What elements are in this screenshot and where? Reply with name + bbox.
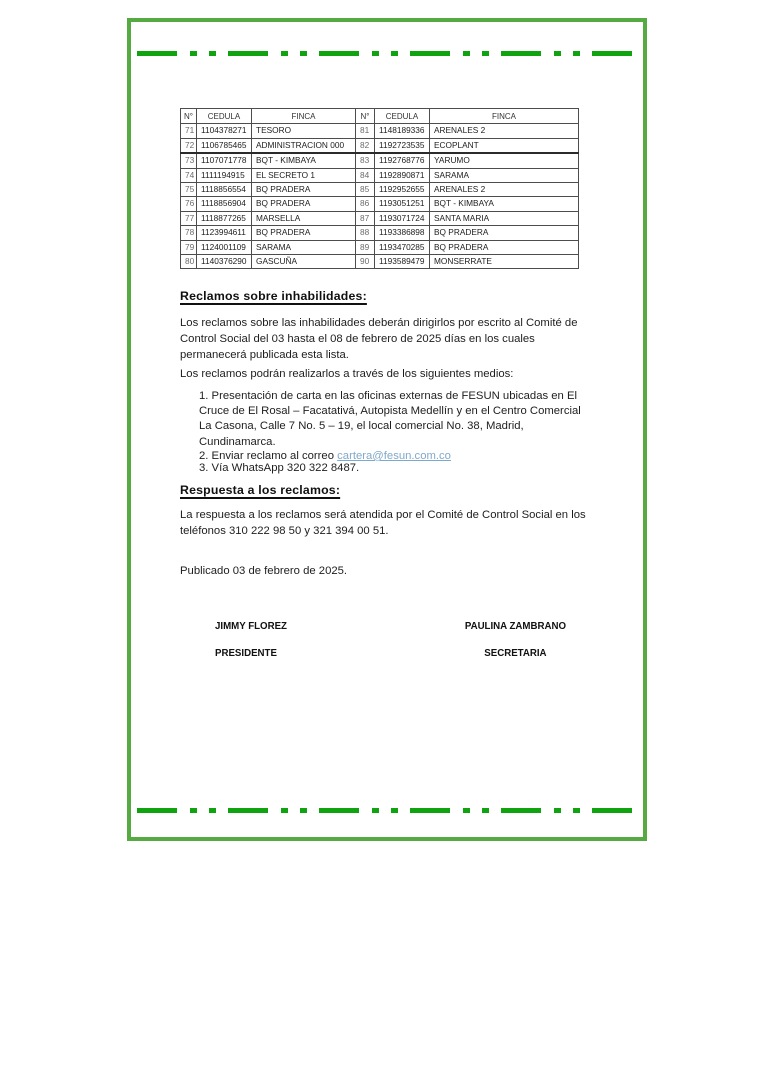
table-cell: SARAMA [252,240,356,254]
para-respuesta-info: La respuesta a los reclamos será atendida por el Comité de Control Social en los teléfonos 310 222 98 50 y 321 394 00 51. [180,509,586,538]
heading-respuesta-reclamos: Respuesta a los reclamos: [180,483,341,498]
table-cell: MONSERRATE [430,255,579,269]
document-content [180,108,592,660]
list-item-2 [199,450,592,462]
table-row [181,240,579,254]
table-cell: 1192890871 [375,168,430,182]
table-header-cell: N° [181,109,197,124]
table-cell: 1111194915 [197,168,252,182]
table-cell: BQT - KIMBAYA [430,197,579,211]
table-cell: 85 [356,183,375,197]
table-cell: 1140376290 [197,255,252,269]
published-date: Publicado 03 de febrero de 2025. [180,564,348,577]
table-cell: 1192723535 [375,138,430,153]
signature-name-president: JIMMY FLOREZ [215,621,287,633]
table-cell: 1193470285 [375,240,430,254]
table-cell: YARUMO [430,153,579,168]
table-header-cell: CEDULA [375,109,430,124]
list-item-2-text: 2. Enviar reclamo al correo [199,450,338,463]
table-body [181,124,579,269]
table-header-row [181,109,579,124]
cedula-finca-table [180,108,579,269]
table-cell: 1124001109 [197,240,252,254]
table-cell: ADMINISTRACION 000 [252,138,356,153]
table-cell: 90 [356,255,375,269]
table-cell: 1106785465 [197,138,252,153]
table-cell: 81 [356,124,375,138]
list-item-1: 1. Presentación de carta en las oficinas externas de FESUN ubicadas en El Cruce de El Rosal – Facatativá, Autopista Medellín y en el Centro Comercial La Casona, Calle 7 No. 5 – 19, el local comercial No. 38, Madrid, Cundinamarca. [199,389,581,448]
table-cell: 73 [181,153,197,168]
medios-list [199,389,592,475]
table-cell: 1193386898 [375,226,430,240]
decorative-dashed-line-top [137,51,636,56]
para-reclamos-info: Los reclamos sobre las inhabilidades deberán dirigirlos por escrito al Comité de Control Social del 03 hasta el 08 de febrero de 2025 días en los cuales permanecerá publicada esta lista. [180,317,578,361]
table-cell: SARAMA [430,168,579,182]
table-cell: BQT - KIMBAYA [252,153,356,168]
table-cell: 84 [356,168,375,182]
table-cell: BQ PRADERA [252,197,356,211]
table-cell: 78 [181,226,197,240]
table-header-cell: FINCA [252,109,356,124]
table-cell: 1193051251 [375,197,430,211]
table-cell: SANTA MARIA [430,211,579,225]
table-cell: 87 [356,211,375,225]
table-row [181,226,579,240]
table-cell: 1192768776 [375,153,430,168]
table-cell: BQ PRADERA [252,183,356,197]
signature-secretary [465,620,566,660]
table-row [181,153,579,168]
list-item-3: 3. Vía WhatsApp 320 322 8487. [199,462,360,475]
table-cell: 79 [181,240,197,254]
para-medios-intro: Los reclamos podrán realizarlos a través de los siguientes medios: [180,368,514,381]
table-cell: 75 [181,183,197,197]
signature-president [215,620,287,660]
table-cell: ARENALES 2 [430,124,579,138]
table-cell: 71 [181,124,197,138]
signature-name-secretary: PAULINA ZAMBRANO [464,621,566,633]
table-cell: 89 [356,240,375,254]
table-cell: 1118856554 [197,183,252,197]
table-cell: 88 [356,226,375,240]
table-cell: MARSELLA [252,211,356,225]
table-cell: BQ PRADERA [430,226,579,240]
table-cell: 80 [181,255,197,269]
table-row [181,255,579,269]
table-cell: GASCUÑA [252,255,356,269]
table-cell: ECOPLANT [430,138,579,153]
decorative-dashed-line-bottom [137,808,636,813]
table-cell: 1123994611 [197,226,252,240]
table-cell: BQ PRADERA [430,240,579,254]
table-cell: BQ PRADERA [252,226,356,240]
green-frame-border [127,18,647,841]
table-cell: 1118856904 [197,197,252,211]
table-cell: ARENALES 2 [430,183,579,197]
email-link[interactable]: cartera@fesun.com.co [337,450,451,463]
table-cell: 77 [181,211,197,225]
table-cell: 1193589479 [375,255,430,269]
table-cell: TESORO [252,124,356,138]
table-cell: 1192952655 [375,183,430,197]
table-header-cell: CEDULA [197,109,252,124]
table-header-cell: FINCA [430,109,579,124]
table-cell: 86 [356,197,375,211]
table-cell: 1118877265 [197,211,252,225]
table-cell: 83 [356,153,375,168]
table-cell: 1104378271 [197,124,252,138]
table-cell: 1148189336 [375,124,430,138]
table-row [181,183,579,197]
signature-title-secretary: SECRETARIA [484,648,547,660]
table-row [181,124,579,138]
table-cell: 76 [181,197,197,211]
signature-block [180,620,592,660]
signature-title-president: PRESIDENTE [215,648,277,660]
table-cell: 72 [181,138,197,153]
table-cell: 82 [356,138,375,153]
table-header-cell: N° [356,109,375,124]
table-row [181,197,579,211]
table-cell: 1107071778 [197,153,252,168]
table-cell: 1193071724 [375,211,430,225]
table-row [181,138,579,153]
table-row [181,168,579,182]
table-cell: 74 [181,168,197,182]
heading-reclamos-inhabilidades: Reclamos sobre inhabilidades: [180,289,367,304]
table-cell: EL SECRETO 1 [252,168,356,182]
table-row [181,211,579,225]
